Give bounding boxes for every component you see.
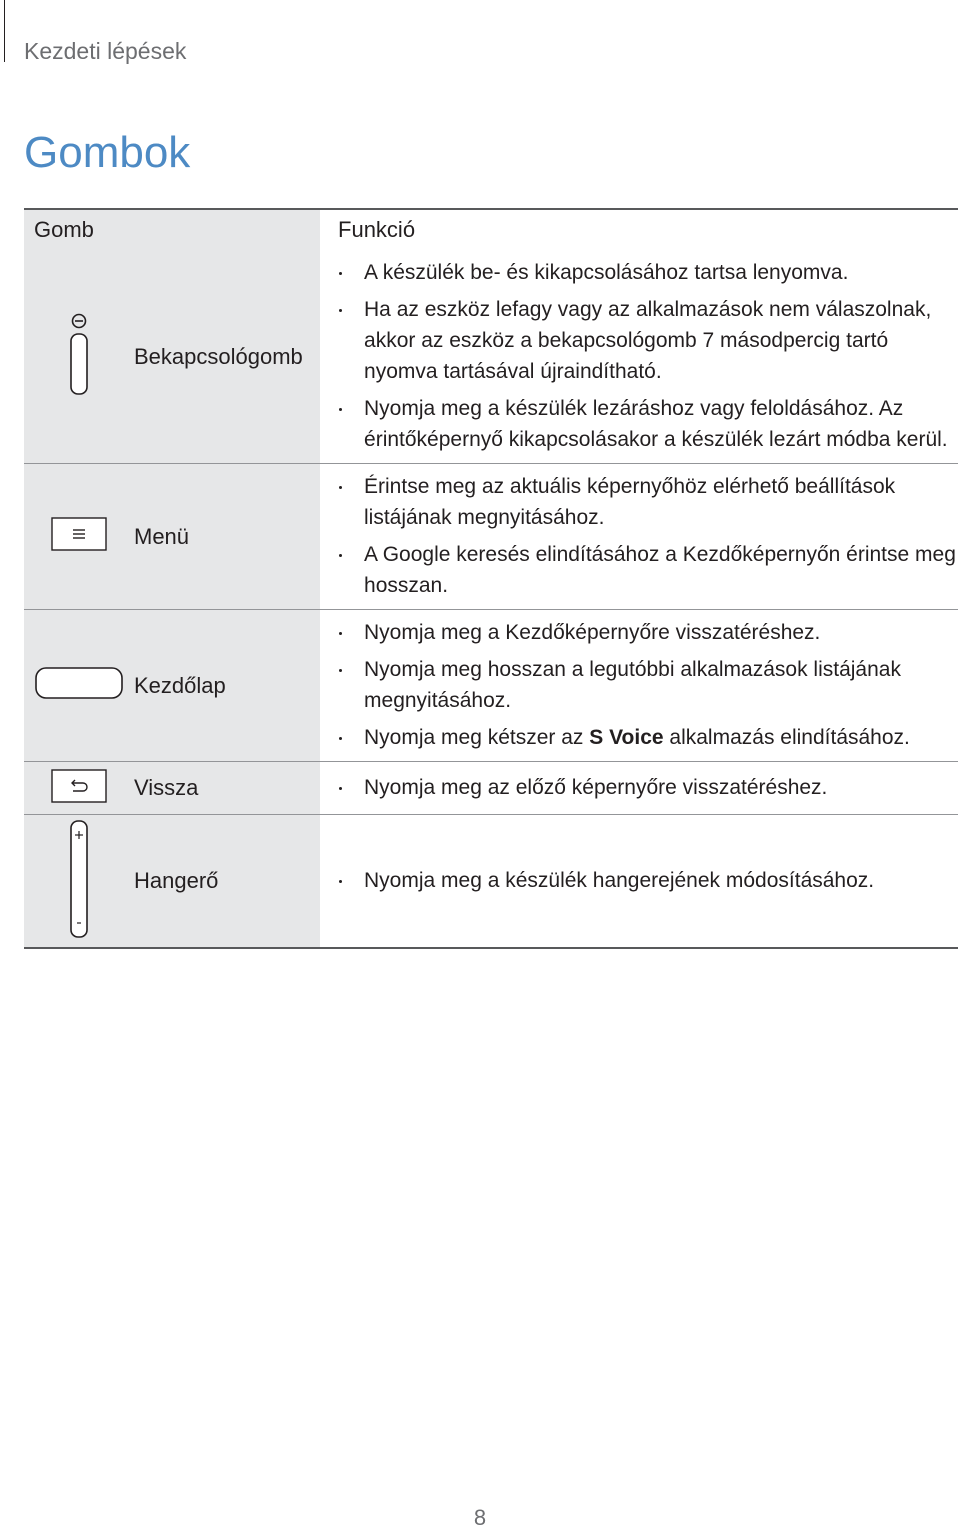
button-name: Bekapcsológomb: [134, 250, 320, 464]
function-cell: [320, 815, 958, 949]
table-row: [24, 464, 958, 610]
volume-button-icon: [69, 819, 89, 944]
table-row: [24, 610, 958, 762]
function-item: Érintse meg az aktuális képernyőhöz elérhető beállítások listájának megnyitásához.: [320, 471, 958, 533]
s-voice-label: S Voice: [589, 726, 664, 749]
function-item: Ha az eszköz lefagy vagy az alkalmazások nem válaszolnak, akkor az eszköz a bekapcsológomb 7 másodpercig tartó nyomva tartásával újraindítható.: [320, 294, 958, 387]
back-key-icon: [51, 769, 107, 808]
table-row: [24, 762, 958, 815]
margin-rule: [4, 0, 5, 62]
function-text: alkalmazás elindításához.: [663, 726, 910, 749]
icon-cell: [24, 815, 134, 949]
function-item: [320, 722, 958, 753]
menu-key-icon: [51, 517, 107, 556]
icon-cell: [24, 250, 134, 464]
table-row: [24, 250, 958, 464]
function-item: A Google keresés elindításához a Kezdőképernyőn érintse meg hosszan.: [320, 539, 958, 601]
buttons-table: [24, 208, 958, 949]
home-button-icon: [34, 665, 124, 706]
icon-cell: [24, 464, 134, 610]
function-item: Nyomja meg a készülék lezáráshoz vagy feloldásához. Az érintőképernyő kikapcsolásakor a készülék lezárt módba kerül.: [320, 393, 958, 455]
function-item: Nyomja meg az előző képernyőre visszatéréshez.: [320, 772, 958, 803]
page-number: 8: [473, 1505, 487, 1530]
button-name: Kezdőlap: [134, 610, 320, 762]
function-item: Nyomja meg a Kezdőképernyőre visszatéréshez.: [320, 617, 958, 648]
section-header: Kezdeti lépések: [24, 38, 187, 64]
power-button-icon: [67, 312, 91, 401]
function-item: Nyomja meg hosszan a legutóbbi alkalmazások listájának megnyitásához.: [320, 654, 958, 716]
function-cell: [320, 762, 958, 815]
function-item: Nyomja meg a készülék hangerejének módosításához.: [320, 865, 958, 896]
table-row: [24, 815, 958, 949]
function-text: Nyomja meg kétszer az: [364, 726, 590, 749]
button-name: Vissza: [134, 762, 320, 815]
page-title: Gombok: [24, 128, 191, 177]
icon-cell: [24, 610, 134, 762]
function-item: A készülék be- és kikapcsolásához tartsa lenyomva.: [320, 257, 958, 288]
icon-cell: [24, 762, 134, 815]
button-name: Menü: [134, 464, 320, 610]
table-header-row: [24, 209, 958, 250]
button-name: Hangerő: [134, 815, 320, 949]
header-button: Gomb: [24, 209, 320, 250]
function-cell: [320, 610, 958, 762]
function-cell: [320, 464, 958, 610]
function-cell: [320, 250, 958, 464]
header-function: Funkció: [320, 209, 958, 250]
